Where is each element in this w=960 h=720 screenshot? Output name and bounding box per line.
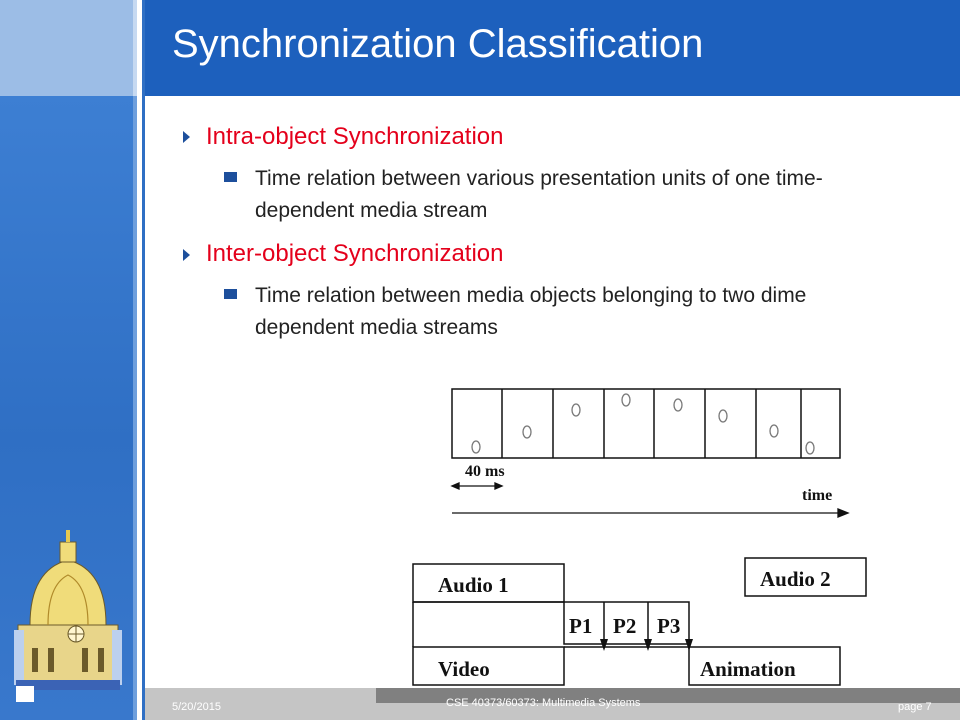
p2-label: P2 [613, 614, 637, 638]
triangle-bullet-icon [183, 249, 190, 261]
golden-dome-logo-icon [8, 530, 128, 700]
ball-frame-7 [770, 425, 778, 437]
footer-page-number: page 7 [898, 701, 932, 713]
bullet-text-intra: Time relation between various presentation units of one time-dependent media stream [255, 167, 823, 222]
bullet-heading-inter: Inter-object Synchronization [206, 240, 504, 267]
sidebar-blue-rule [142, 0, 145, 720]
triangle-bullet-icon [183, 131, 190, 143]
ball-frame-1 [472, 441, 480, 453]
interval-arrow [452, 483, 502, 489]
sync-arrows [600, 639, 693, 651]
frame-strip-border [452, 389, 840, 458]
ball-frame-6 [719, 410, 727, 422]
synchronization-diagram [410, 383, 880, 693]
footer-date: 5/20/2015 [172, 701, 221, 713]
video-label: Video [438, 657, 490, 681]
slide-title: Synchronization Classification [172, 22, 704, 66]
audio2-label: Audio 2 [760, 567, 831, 591]
logo-white-square [16, 686, 34, 702]
animation-label: Animation [700, 657, 796, 681]
bullet-text-inter: Time relation between media objects belonging to two dime dependent media streams [255, 284, 807, 339]
ball-frame-8 [806, 442, 814, 454]
p3-label: P3 [657, 614, 681, 638]
time-axis-label: time [802, 487, 833, 504]
square-bullet-icon [224, 172, 237, 182]
ball-frame-3 [572, 404, 580, 416]
audio1-label: Audio 1 [438, 573, 509, 597]
frame-balls [472, 394, 814, 454]
sidebar-top-panel [0, 0, 133, 96]
ball-frame-4 [622, 394, 630, 406]
footer-course: CSE 40373/60373: Multimedia Systems [446, 697, 641, 709]
ball-frame-5 [674, 399, 682, 411]
square-bullet-icon [224, 289, 237, 299]
time-axis [452, 509, 848, 517]
ball-frame-2 [523, 426, 531, 438]
frame-strip [452, 389, 840, 458]
p1-label: P1 [569, 614, 593, 638]
interval-label: 40 ms [465, 463, 505, 480]
bullet-heading-intra: Intra-object Synchronization [206, 123, 504, 150]
